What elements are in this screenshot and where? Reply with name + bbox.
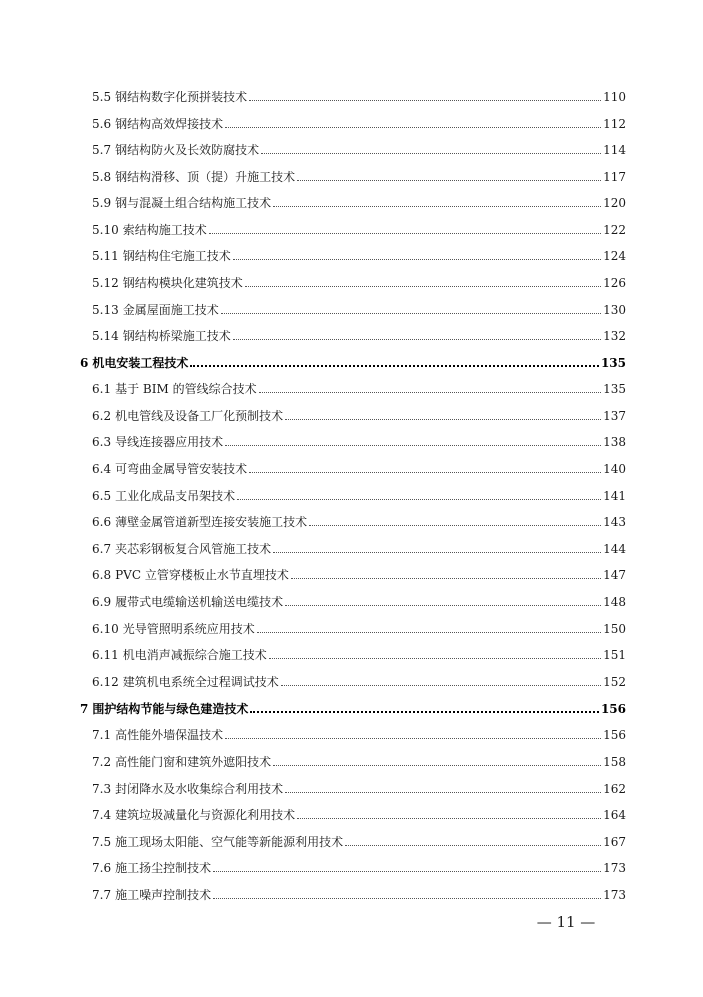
dot-leader [291,578,601,579]
toc-entry-title: 导线连接器应用技术 [115,435,224,449]
toc-entry-page: 173 [603,888,626,902]
toc-entry-number: 7.7 [92,888,112,902]
dot-leader [213,871,601,872]
toc-entry-title: 光导管照明系统应用技术 [122,622,255,636]
toc-entry-number: 5.8 [92,170,112,184]
toc-entry-title: 钢结构模块化建筑技术 [122,276,243,290]
toc-entry-page: 156 [600,702,626,716]
toc-entry[interactable] [92,565,626,585]
toc-entry[interactable] [92,167,626,187]
toc-entry[interactable] [92,432,626,452]
toc-entry[interactable] [92,805,626,825]
toc-entry-number: 5.14 [92,329,119,343]
toc-entry-number: 5.6 [92,117,112,131]
dot-leader [297,180,601,181]
dot-leader [273,206,601,207]
toc-entry-number: 6.3 [92,435,112,449]
dot-leader [233,339,601,340]
toc-entry-title: 履带式电缆输送机输送电缆技术 [115,595,284,609]
toc-entry-title: 金属屋面施工技术 [122,303,219,317]
toc-entry-page: 110 [603,90,626,104]
page-number-footer: — 11 — [536,913,596,931]
toc-entry-page: 117 [603,170,626,184]
dot-leader [257,632,601,633]
toc-entry-number: 7.5 [92,835,112,849]
dot-leader [221,313,601,314]
dot-leader [237,499,601,500]
dot-leader [245,286,601,287]
toc-entry-page: 130 [603,303,626,317]
dot-leader [261,153,601,154]
toc-entry[interactable] [92,459,626,479]
toc-entry-page: 120 [603,196,626,210]
dot-leader [259,392,602,393]
toc-entry-page: 138 [603,435,626,449]
toc-entry-number: 5.12 [92,276,119,290]
toc-chapter-entry[interactable] [80,699,626,719]
toc-entry-page: 150 [603,622,626,636]
toc-entry-page: 132 [603,329,626,343]
toc-entry-title: 高性能外墙保温技术 [115,728,224,742]
toc-entry-page: 137 [603,409,626,423]
toc-entry-page: 143 [603,515,626,529]
toc-entry-title: 钢结构数字化预拼装技术 [115,90,248,104]
dot-leader [209,233,601,234]
toc-entry-number: 7.6 [92,861,112,875]
dot-leader [225,127,601,128]
dot-leader [250,711,599,713]
toc-entry-title: 夹芯彩钢板复合风管施工技术 [115,542,272,556]
toc-entry-number: 6 [80,356,89,370]
toc-entry-page: 151 [603,648,626,662]
toc-entry-title: 机电消声减振综合施工技术 [122,648,267,662]
toc-entry[interactable] [92,326,626,346]
toc-entry-title: 建筑垃圾减量化与资源化利用技术 [115,808,296,822]
toc-entry-number: 6.4 [92,462,112,476]
toc-entry[interactable] [92,246,626,266]
toc-entry-page: 135 [603,382,626,396]
dot-leader [285,792,601,793]
toc-entry-title: 施工噪声控制技术 [115,888,212,902]
toc-entry-page: 114 [603,143,626,157]
toc-entry[interactable] [92,273,626,293]
dot-leader [225,738,601,739]
toc-entry[interactable] [92,486,626,506]
toc-entry-page: 144 [603,542,626,556]
toc-entry[interactable] [92,832,626,852]
toc-entry-title: 索结构施工技术 [122,223,207,237]
toc-entry-number: 7.2 [92,755,112,769]
toc-entry-title: 围护结构节能与绿色建造技术 [92,702,249,716]
toc-entry-page: 147 [603,568,626,582]
toc-entry-title: 机电安装工程技术 [92,356,189,370]
toc-entry[interactable] [92,140,626,160]
toc-entry-number: 7.4 [92,808,112,822]
toc-entry[interactable] [92,539,626,559]
toc-entry-number: 6.6 [92,515,112,529]
toc-entry-page: 112 [603,117,626,131]
toc-entry-page: 173 [603,861,626,875]
toc-entry-title: 可弯曲金属导管安装技术 [115,462,248,476]
toc-entry-title: 机电管线及设备工厂化预制技术 [115,409,284,423]
toc-entry-page: 164 [603,808,626,822]
toc-entry[interactable] [92,858,626,878]
toc-entry-number: 7 [80,702,89,716]
toc-entry-page: 124 [603,249,626,263]
toc-entry-title: 钢结构防火及长效防腐技术 [115,143,260,157]
toc-entry[interactable] [92,193,626,213]
toc-entry-title: 钢结构高效焊接技术 [115,117,224,131]
toc-entry[interactable] [92,512,626,532]
toc-entry-number: 5.10 [92,223,119,237]
toc-entry[interactable] [92,752,626,772]
toc-entry-title: 钢结构滑移、顶（提）升施工技术 [115,170,296,184]
toc-entry[interactable] [92,619,626,639]
toc-entry-title: 建筑机电系统全过程调试技术 [122,675,279,689]
toc-entry-number: 6.11 [92,648,119,662]
toc-entry-page: 162 [603,782,626,796]
toc-entry[interactable] [92,885,626,905]
dot-leader [345,845,601,846]
toc-entry-number: 5.7 [92,143,112,157]
toc-entry-title: 基于 BIM 的管线综合技术 [115,382,257,396]
toc-entry-page: 148 [603,595,626,609]
toc-entry[interactable] [92,220,626,240]
toc-entry[interactable] [92,672,626,692]
toc-entry-number: 6.12 [92,675,119,689]
toc-entry-title: 钢结构桥梁施工技术 [122,329,231,343]
toc-entry-page: 156 [603,728,626,742]
toc-entry-page: 140 [603,462,626,476]
toc-entry-number: 5.11 [92,249,119,263]
dot-leader [297,818,601,819]
toc-entry-number: 5.9 [92,196,112,210]
dot-leader [285,605,601,606]
toc-entry-number: 5.13 [92,303,119,317]
dot-leader [281,685,601,686]
dot-leader [285,419,601,420]
toc-entry-page: 126 [603,276,626,290]
toc-entry[interactable] [92,114,626,134]
toc-chapter-entry[interactable] [80,353,626,373]
toc-entry-title: PVC 立管穿楼板止水节直埋技术 [115,568,289,582]
toc-entry-number: 7.3 [92,782,112,796]
toc-entry-number: 6.2 [92,409,112,423]
dot-leader [273,765,601,766]
dot-leader [249,100,601,101]
toc-entry-title: 工业化成品支吊架技术 [115,489,236,503]
toc-entry-page: 135 [600,356,626,370]
toc-entry-number: 6.7 [92,542,112,556]
toc-entry[interactable] [92,87,626,107]
dot-leader [273,552,601,553]
dot-leader [249,472,601,473]
toc-entry-number: 6.1 [92,382,112,396]
dot-leader [233,259,601,260]
toc-entry-page: 122 [603,223,626,237]
dot-leader [269,658,601,659]
toc-entry-title: 高性能门窗和建筑外遮阳技术 [115,755,272,769]
toc-entry-number: 6.10 [92,622,119,636]
toc-entry-number: 6.8 [92,568,112,582]
dot-leader [190,365,599,367]
toc-entry-page: 141 [603,489,626,503]
toc-entry-page: 158 [603,755,626,769]
toc-entry-title: 钢结构住宅施工技术 [122,249,231,263]
toc-entry-title: 钢与混凝土组合结构施工技术 [115,196,272,210]
toc-entry[interactable] [92,379,626,399]
toc-entry-number: 6.9 [92,595,112,609]
dot-leader [225,445,601,446]
toc-entry[interactable] [92,645,626,665]
toc-entry[interactable] [92,779,626,799]
dot-leader [309,525,601,526]
toc-entry-title: 施工扬尘控制技术 [115,861,212,875]
toc-entry[interactable] [92,406,626,426]
dot-leader [213,898,601,899]
toc-entry-title: 施工现场太阳能、空气能等新能源利用技术 [115,835,344,849]
toc-entry-number: 5.5 [92,90,112,104]
toc-entry[interactable] [92,300,626,320]
toc-entry-number: 6.5 [92,489,112,503]
toc-entry-title: 薄壁金属管道新型连接安装施工技术 [115,515,308,529]
toc-entry[interactable] [92,592,626,612]
toc-entry-number: 7.1 [92,728,112,742]
toc-entry[interactable] [92,725,626,745]
toc-entry-page: 167 [603,835,626,849]
toc-entry-title: 封闭降水及水收集综合利用技术 [115,782,284,796]
toc-entry-page: 152 [603,675,626,689]
